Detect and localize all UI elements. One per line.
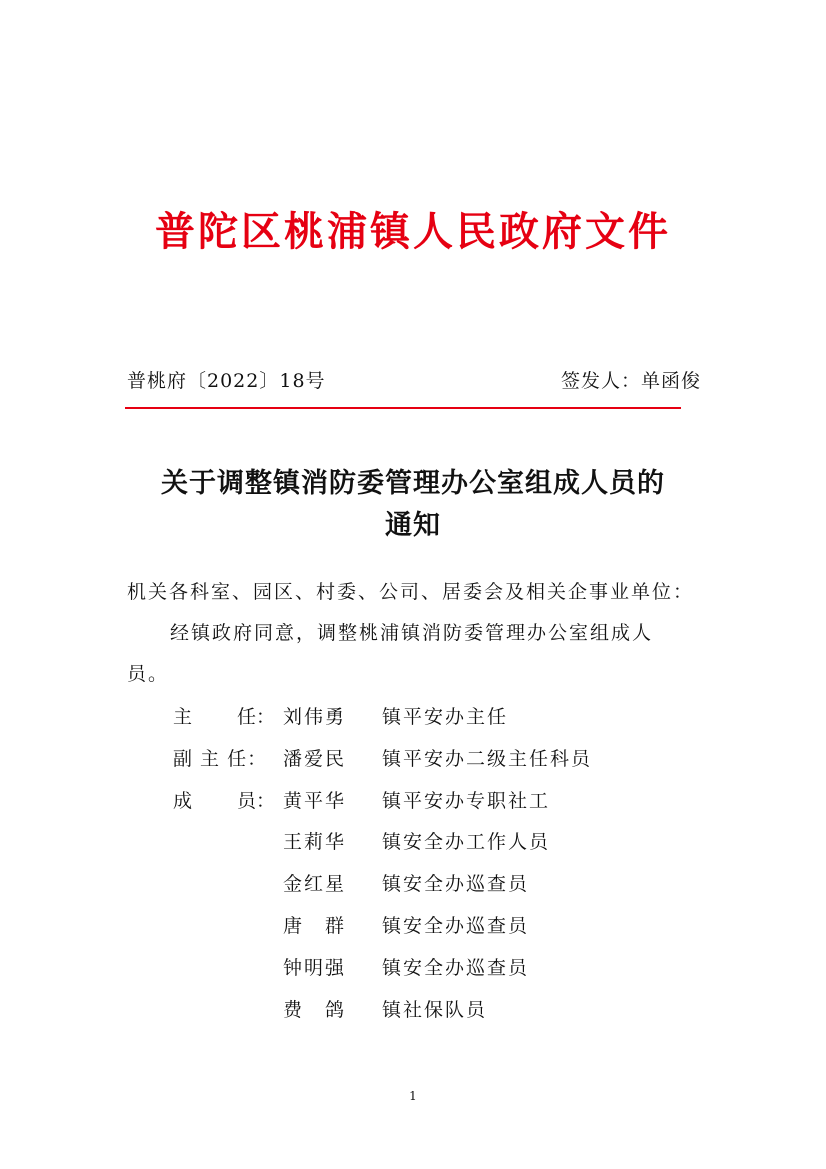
red-divider-line — [125, 407, 681, 409]
member-name: 钟明强 — [283, 957, 347, 979]
member-role: 镇平安办二级主任科员 — [382, 748, 593, 770]
member-role: 镇安全办巡查员 — [382, 957, 530, 979]
director-label-b: 任： — [237, 706, 276, 728]
deputy-label: 副 主 任： — [173, 748, 268, 770]
member-role: 镇平安办专职社工 — [382, 790, 551, 812]
body-line-1: 经镇政府同意，调整桃浦镇消防委管理办公室组成人 — [170, 622, 654, 644]
director-label-a: 主 — [173, 706, 193, 728]
member-role: 镇安全办巡查员 — [382, 873, 530, 895]
member-role: 镇安全办工作人员 — [382, 831, 551, 853]
notice-title-line2: 通知 — [385, 510, 441, 541]
page-number: 1 — [409, 1089, 417, 1103]
signer: 签发人：单函俊 — [560, 370, 701, 392]
member-name: 黄平华 — [283, 790, 347, 812]
document-header-title: 普陀区桃浦镇人民政府文件 — [155, 208, 671, 255]
member-label-a: 成 — [173, 790, 193, 812]
member-name: 王莉华 — [283, 831, 347, 853]
notice-title-line1: 关于调整镇消防委管理办公室组成人员的 — [161, 468, 665, 499]
member-name: 唐 群 — [283, 915, 347, 937]
member-role: 镇平安办主任 — [382, 706, 509, 728]
member-role: 镇安全办巡查员 — [382, 915, 530, 937]
member-label-b: 员： — [237, 790, 276, 812]
member-name: 金红星 — [283, 873, 347, 895]
recipients: 机关各科室、园区、村委、公司、居委会及相关企事业单位： — [127, 581, 695, 603]
member-name: 潘爱民 — [283, 748, 347, 770]
document-number: 普桃府〔2022〕18号 — [127, 370, 326, 392]
body-line-2: 员。 — [127, 663, 170, 685]
member-name: 费 鸽 — [283, 999, 347, 1021]
member-name: 刘伟勇 — [283, 706, 347, 728]
member-role: 镇社保队员 — [382, 999, 488, 1021]
